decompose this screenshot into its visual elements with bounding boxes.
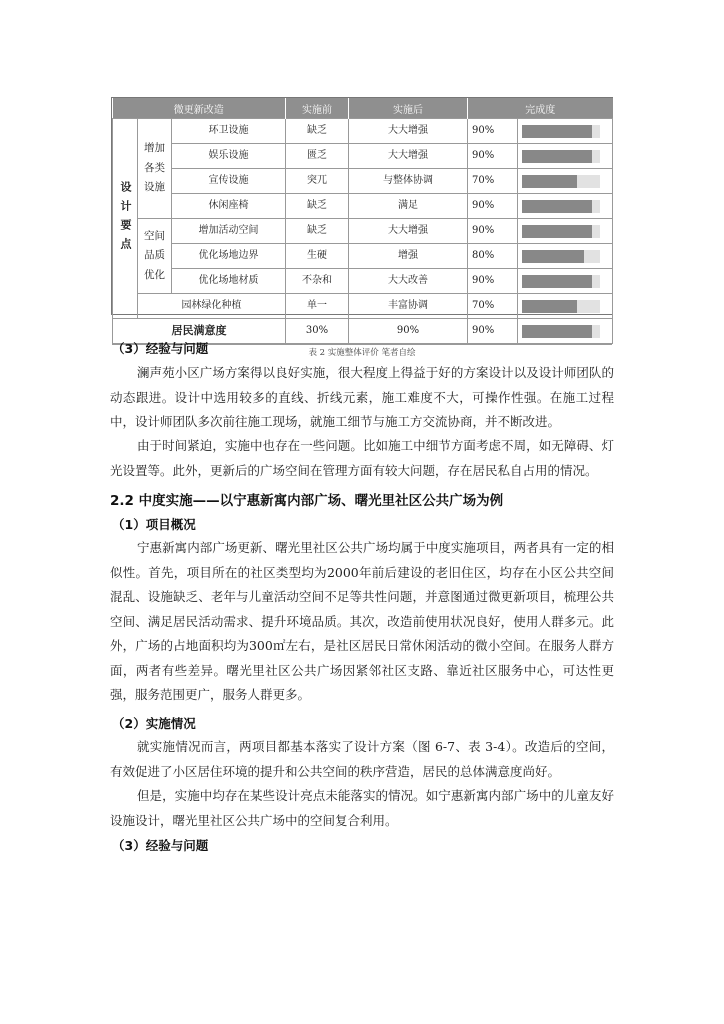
subheading-experience-2: （3）经验与问题 (112, 838, 209, 853)
cell-completion: 90% (468, 219, 518, 244)
cell-before: 30% (286, 319, 349, 344)
completion-bar-track (522, 225, 600, 238)
completion-bar-track (522, 150, 600, 163)
subheading-implementation: （2）实施情况 (112, 716, 196, 731)
completion-bar-track (522, 275, 600, 288)
cell-completion: 90% (468, 194, 518, 219)
completion-bar-fill (522, 275, 592, 288)
section-heading-experience: （3）经验与问题 (112, 341, 209, 356)
cell-completion: 70% (468, 294, 518, 319)
cell-item: 增加活动空间 (172, 219, 286, 244)
completion-bar-cell (518, 244, 613, 269)
completion-bar-cell (518, 269, 613, 294)
cell-item: 休闲座椅 (172, 194, 286, 219)
completion-bar-track (522, 250, 600, 263)
paragraph-experience-1: 澜声苑小区广场方案得以良好实施，很大程度上得益于好的方案设计以及设计师团队的动态跟进。设计中选用较多的直线、折线元素，施工难度不大，可操作性强。在施工过程中，设计师团队多次前往施工现场，就施工细节与施工方交流协商，并不断改进。 (110, 365, 614, 429)
cell-item: 优化场地边界 (172, 244, 286, 269)
cell-item: 娱乐设施 (172, 144, 286, 169)
completion-bar-track (522, 200, 600, 213)
group-label: 空间品质优化 (138, 219, 172, 294)
completion-bar-fill (522, 125, 592, 138)
cell-after: 大大改善 (349, 269, 468, 294)
table-header-row (113, 98, 613, 119)
cell-after: 丰富协调 (349, 294, 468, 319)
evaluation-table-grid (112, 98, 613, 344)
completion-bar-cell (518, 144, 613, 169)
paragraph-overview: 宁惠新寓内部广场更新、曙光里社区公共广场均属于中度实施项目，两者具有一定的相似性。首先，项目所在的社区类型均为2000年前后建设的老旧住区，均存在小区公共空间混乱、设施缺乏、老年与儿童活动空间不足等共性问题，并意图通过微更新项目，梳理公共空间、满足居民活动需求、提升环境品质。其次，改造前使用状况良好，使用人群多元。此外，广场的占地面积均为300㎡左右，是社区居民日常休闲活动的微小空间。在服务人群方面，两者有些差异。曙光里社区公共广场因紧邻社区支路、靠近社区服务中心，可达性更强，服务范围更广，服务人群更多。 (110, 540, 614, 702)
cell-completion: 80% (468, 244, 518, 269)
design-points-label: 设计要点 (113, 119, 138, 319)
table-row (113, 144, 613, 169)
cell-after: 满足 (349, 194, 468, 219)
cell-before: 生硬 (286, 244, 349, 269)
cell-before: 缺乏 (286, 194, 349, 219)
cell-after: 90% (349, 319, 468, 344)
completion-bar-cell (518, 169, 613, 194)
cell-before: 匮乏 (286, 144, 349, 169)
cell-before: 不杂和 (286, 269, 349, 294)
paragraph-experience-2: 由于时间紧迫，实施中也存在一些问题。比如施工中细节方面考虑不周，如无障碍、灯光设置等。此外，更新后的广场空间在管理方面有较大问题，存在居民私自占用的情况。 (110, 438, 614, 478)
table-row (113, 269, 613, 294)
completion-bar-fill (522, 250, 584, 263)
completion-bar-fill (522, 300, 577, 313)
cell-completion: 90% (468, 269, 518, 294)
cell-item: 园林绿化种植 (138, 294, 286, 319)
cell-after: 增强 (349, 244, 468, 269)
completion-bar-fill (522, 150, 592, 163)
cell-before: 突兀 (286, 169, 349, 194)
table-caption: 表 2 实施整体评价 笔者自绘 (112, 344, 612, 362)
cell-before: 单一 (286, 294, 349, 319)
cell-after: 大大增强 (349, 219, 468, 244)
table-row (113, 294, 613, 319)
completion-bar-cell (518, 319, 613, 344)
cell-completion: 90% (468, 119, 518, 144)
cell-after: 与整体协调 (349, 169, 468, 194)
cell-item: 宣传设施 (172, 169, 286, 194)
paragraph-implementation-1: 就实施情况而言，两项目都基本落实了设计方案（图 6-7、表 3-4）。改造后的空间，有效促进了小区居住环境的提升和公共空间的秩序营造，居民的总体满意度尚好。 (110, 739, 614, 779)
cell-item: 居民满意度 (113, 319, 286, 344)
cell-before: 缺乏 (286, 119, 349, 144)
cell-item: 优化场地材质 (172, 269, 286, 294)
cell-before: 缺乏 (286, 219, 349, 244)
completion-bar-track (522, 325, 600, 338)
header-before: 实施前 (286, 98, 349, 119)
table-row (113, 244, 613, 269)
completion-bar-track (522, 300, 600, 313)
header-after: 实施后 (349, 98, 468, 119)
table-row (113, 194, 613, 219)
group-label: 增加各类设施 (138, 119, 172, 219)
completion-bar-cell (518, 119, 613, 144)
header-completion: 完成度 (468, 98, 613, 119)
completion-bar-track (522, 175, 600, 188)
cell-completion: 70% (468, 169, 518, 194)
completion-bar-cell (518, 294, 613, 319)
completion-bar-fill (522, 200, 592, 213)
cell-after: 大大增强 (349, 144, 468, 169)
completion-bar-fill (522, 175, 577, 188)
completion-bar-fill (522, 325, 592, 338)
completion-bar-fill (522, 225, 592, 238)
table-row (113, 219, 613, 244)
section-heading-2-2: 2.2 中度实施——以宁惠新寓内部广场、曙光里社区公共广场为例 (110, 493, 504, 509)
subheading-overview: （1）项目概况 (112, 517, 196, 532)
cell-after: 大大增强 (349, 119, 468, 144)
paragraph-implementation-2: 但是，实施中均存在某些设计亮点未能落实的情况。如宁惠新寓内部广场中的儿童友好设施设计，曙光里社区公共广场中的空间复合利用。 (110, 788, 614, 828)
table-row (113, 119, 613, 144)
header-renewal: 微更新改造 (113, 98, 286, 119)
cell-completion: 90% (468, 144, 518, 169)
completion-bar-cell (518, 194, 613, 219)
completion-bar-cell (518, 219, 613, 244)
completion-bar-track (522, 125, 600, 138)
cell-completion: 90% (468, 319, 518, 344)
table-row (113, 169, 613, 194)
cell-item: 环卫设施 (172, 119, 286, 144)
